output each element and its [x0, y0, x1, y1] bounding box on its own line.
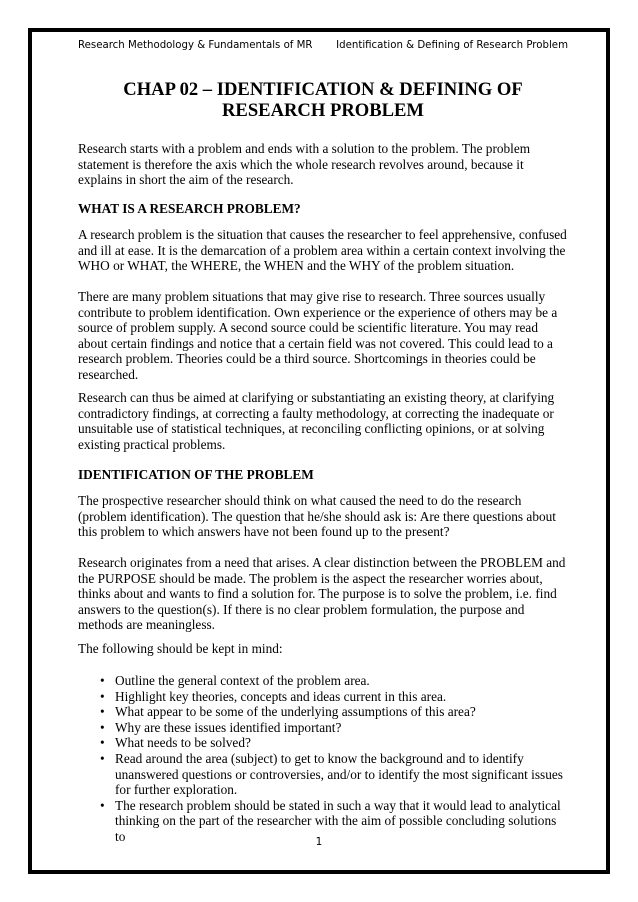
paragraph-prospective: The prospective researcher should think on what caused the need to do the research (problem identification). The question that he/she should ask is: Are there questions about this problem to which answers have not been found up to the present?	[78, 493, 556, 540]
list-item	[78, 735, 568, 751]
bullet-icon: •	[100, 673, 105, 688]
bullet-icon: •	[100, 704, 105, 720]
list-item	[78, 751, 568, 798]
list-item-text: Highlight key theories, concepts and ideas current in this area.	[115, 688, 447, 704]
bullet-icon: •	[100, 750, 105, 766]
paragraph-need: Research originates from a need that arises. A clear distinction between the PROBLEM and the PURPOSE should be made. The problem is the aspect the researcher worries about, thinks about and wants to find a solution for. The purpose is to solve the problem, i.e. find answers to the question(s). If there is no clear problem formulation, the purpose and methods are meaningless.	[78, 555, 566, 633]
list-item-text: What appear to be some of the underlying assumptions of this area?	[115, 704, 476, 720]
paragraph-aims: Research can thus be aimed at clarifying or substantiating an existing theory, at clarifying contradictory findings, at correcting a faulty methodology, at correcting the inadequate or unsuitable use of statistical techniques, at reconciling conflicting opinions, or at solving existing practical problems.	[78, 390, 555, 452]
paragraph-definition: A research problem is the situation that causes the researcher to feel apprehensive, confused and ill at ease. It is the demarcation of a problem area within a certain context involving the WHO or WHAT, the WHERE, the WHEN and the WHY of the problem situation.	[78, 227, 567, 274]
bullet-icon: •	[100, 719, 105, 735]
header-left: Research Methodology & Fundamentals of MR	[78, 40, 313, 51]
paragraph-keep-in-mind: The following should be kept in mind:	[78, 641, 283, 656]
list-item-text: The research problem should be stated in such a way that it would lead to analytical thinking on the part of the researcher with the aim of possible concluding solutions to	[115, 797, 561, 844]
list-item-text: Why are these issues identified important?	[115, 719, 342, 735]
list-item	[78, 673, 568, 689]
page-number: 1	[315, 836, 323, 848]
bullet-icon: •	[100, 688, 105, 704]
bullet-icon: •	[100, 735, 105, 751]
section-heading-what-is: WHAT IS A RESEARCH PROBLEM?	[78, 201, 301, 216]
section-heading-identification: IDENTIFICATION OF THE PROBLEM	[78, 467, 314, 482]
intro-paragraph: Research starts with a problem and ends with a solution to the problem. The problem statement is therefore the axis which the whole research revolves around, because it explains in short the aim of the research.	[78, 141, 531, 188]
paragraph-sources: There are many problem situations that may give rise to research. Three sources usually contribute to problem identification. Own experience or the experience of others may be a source of problem supply. A second source could be scientific literature. You may read about certain findings and notice that a certain field was not covered. This could lead to a research problem. Theories could be a third source. Shortcomings in theories could be researched.	[78, 289, 558, 382]
chapter-title: CHAP 02 – IDENTIFICATION & DEFINING OF RESEARCH PROBLEM	[123, 79, 523, 121]
bullet-icon: •	[100, 797, 105, 813]
list-item	[78, 689, 568, 705]
list-item	[78, 704, 568, 720]
bullet-list	[78, 673, 568, 845]
list-item-text: What needs to be solved?	[115, 735, 251, 751]
running-header	[78, 40, 568, 51]
header-right: Identification & Defining of Research Problem	[336, 40, 568, 51]
list-item	[78, 720, 568, 736]
list-item-text: Read around the area (subject) to get to know the background and to identify unanswered questions or controversies, and/or to identify the most significant issues for further exploration.	[115, 750, 563, 798]
list-item-text: Outline the general context of the problem area.	[115, 673, 370, 688]
